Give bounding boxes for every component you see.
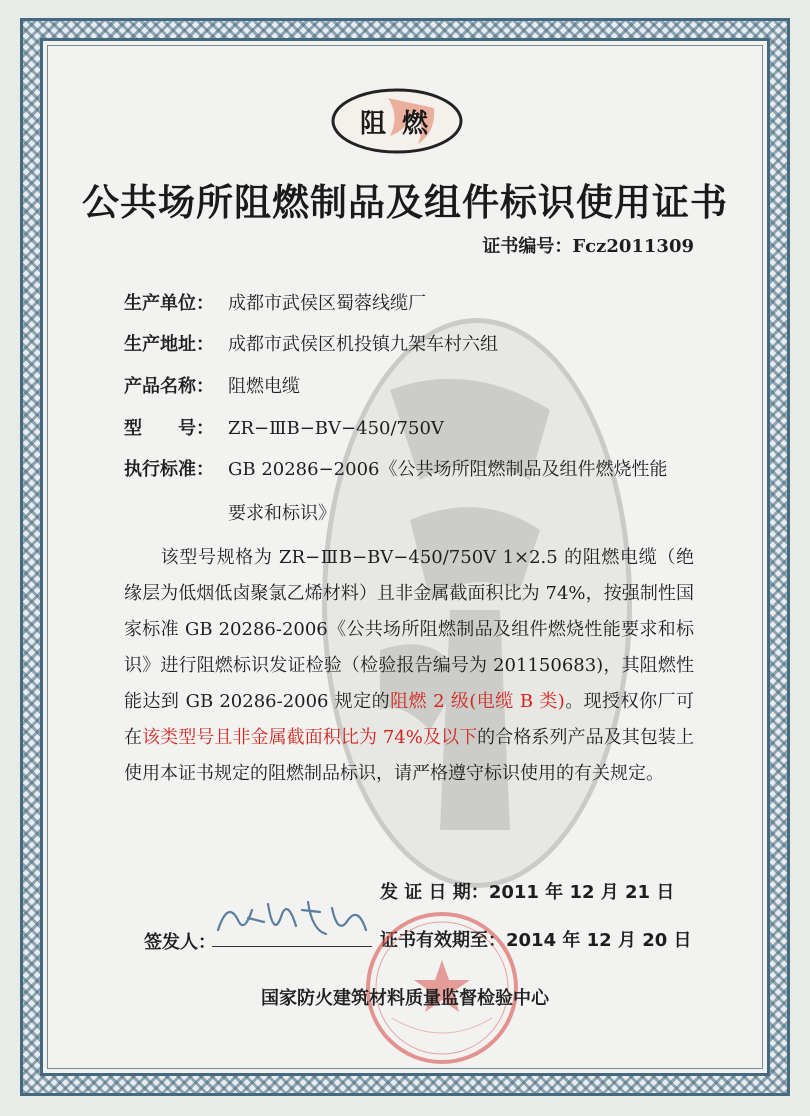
certificate-number-label: 证书编号： <box>482 236 573 257</box>
issuing-authority: 国家防火建筑材料质量监督检验中心 <box>261 988 549 1009</box>
field-standard <box>124 459 694 481</box>
body-text-2: 。现授权你厂可在 <box>124 691 694 748</box>
field-producer <box>124 293 694 315</box>
signer-label: 签发人： <box>144 932 216 953</box>
standard-value-continued: 要求和标识》 <box>228 503 336 524</box>
certificate-number <box>482 232 694 258</box>
field-address <box>124 334 694 356</box>
body-text-3: 的合格系列产品及其包装上使用本证书规定的阻燃制品标识，请严格遵守标识使用的有关规定。 <box>124 727 695 784</box>
handwritten-signature <box>208 890 376 950</box>
standard-value: GB 20286−2006《公共场所阻燃制品及组件燃烧性能 <box>228 459 668 480</box>
certificate-body <box>124 540 694 792</box>
signature-line <box>212 946 372 947</box>
certificate-number-value: Fcz2011309 <box>572 236 694 257</box>
valid-until-label: 证书有效期至： <box>380 930 506 951</box>
product-label: 产品名称： <box>124 376 214 397</box>
flame-retardant-logo <box>330 88 464 154</box>
address-value: 成都市武侯区机投镇九架车村六组 <box>228 334 498 355</box>
issue-date <box>380 878 674 904</box>
model-value: ZR−ⅢB−BV−450/750V <box>228 418 444 439</box>
producer-label: 生产单位： <box>124 293 214 314</box>
address-label: 生产地址： <box>124 334 214 355</box>
certificate-title: 公共场所阻燃制品及组件标识使用证书 <box>82 181 728 224</box>
producer-value: 成都市武侯区蜀蓉线缆厂 <box>228 293 426 314</box>
body-text-1: 该型号规格为 ZR−ⅢB−BV−450/750V 1×2.5 的阻燃电缆（绝缘层为低烟低卤聚氯乙烯材料）且非金属截面积比为 74%，按强制性国家标准 GB 20286-2006《公共场所阻燃制品及组件燃烧性能要求和标识》进行阻燃标识发证检验（检验报告编号为 201150683)，其阻燃性能达到 GB 20286-2006 规定的 <box>124 547 694 712</box>
product-value: 阻燃电缆 <box>228 376 300 397</box>
model-label: 型 号： <box>124 418 214 439</box>
field-model <box>124 418 694 440</box>
body-highlight-scope: 该类型号且非金属截面积比为 74%及以下 <box>142 727 478 748</box>
valid-until-value: 2014 年 12 月 20 日 <box>506 930 692 951</box>
issue-date-label: 发 证 日 期： <box>380 882 489 903</box>
body-highlight-grade: 阻燃 2 级(电缆 B 类) <box>390 691 565 712</box>
standard-label: 执行标准： <box>124 459 214 480</box>
logo-char-1: 阻 <box>360 109 387 139</box>
logo-char-2: 燃 <box>402 109 429 139</box>
issue-date-value: 2011 年 12 月 21 日 <box>488 882 675 903</box>
field-product <box>124 376 694 398</box>
